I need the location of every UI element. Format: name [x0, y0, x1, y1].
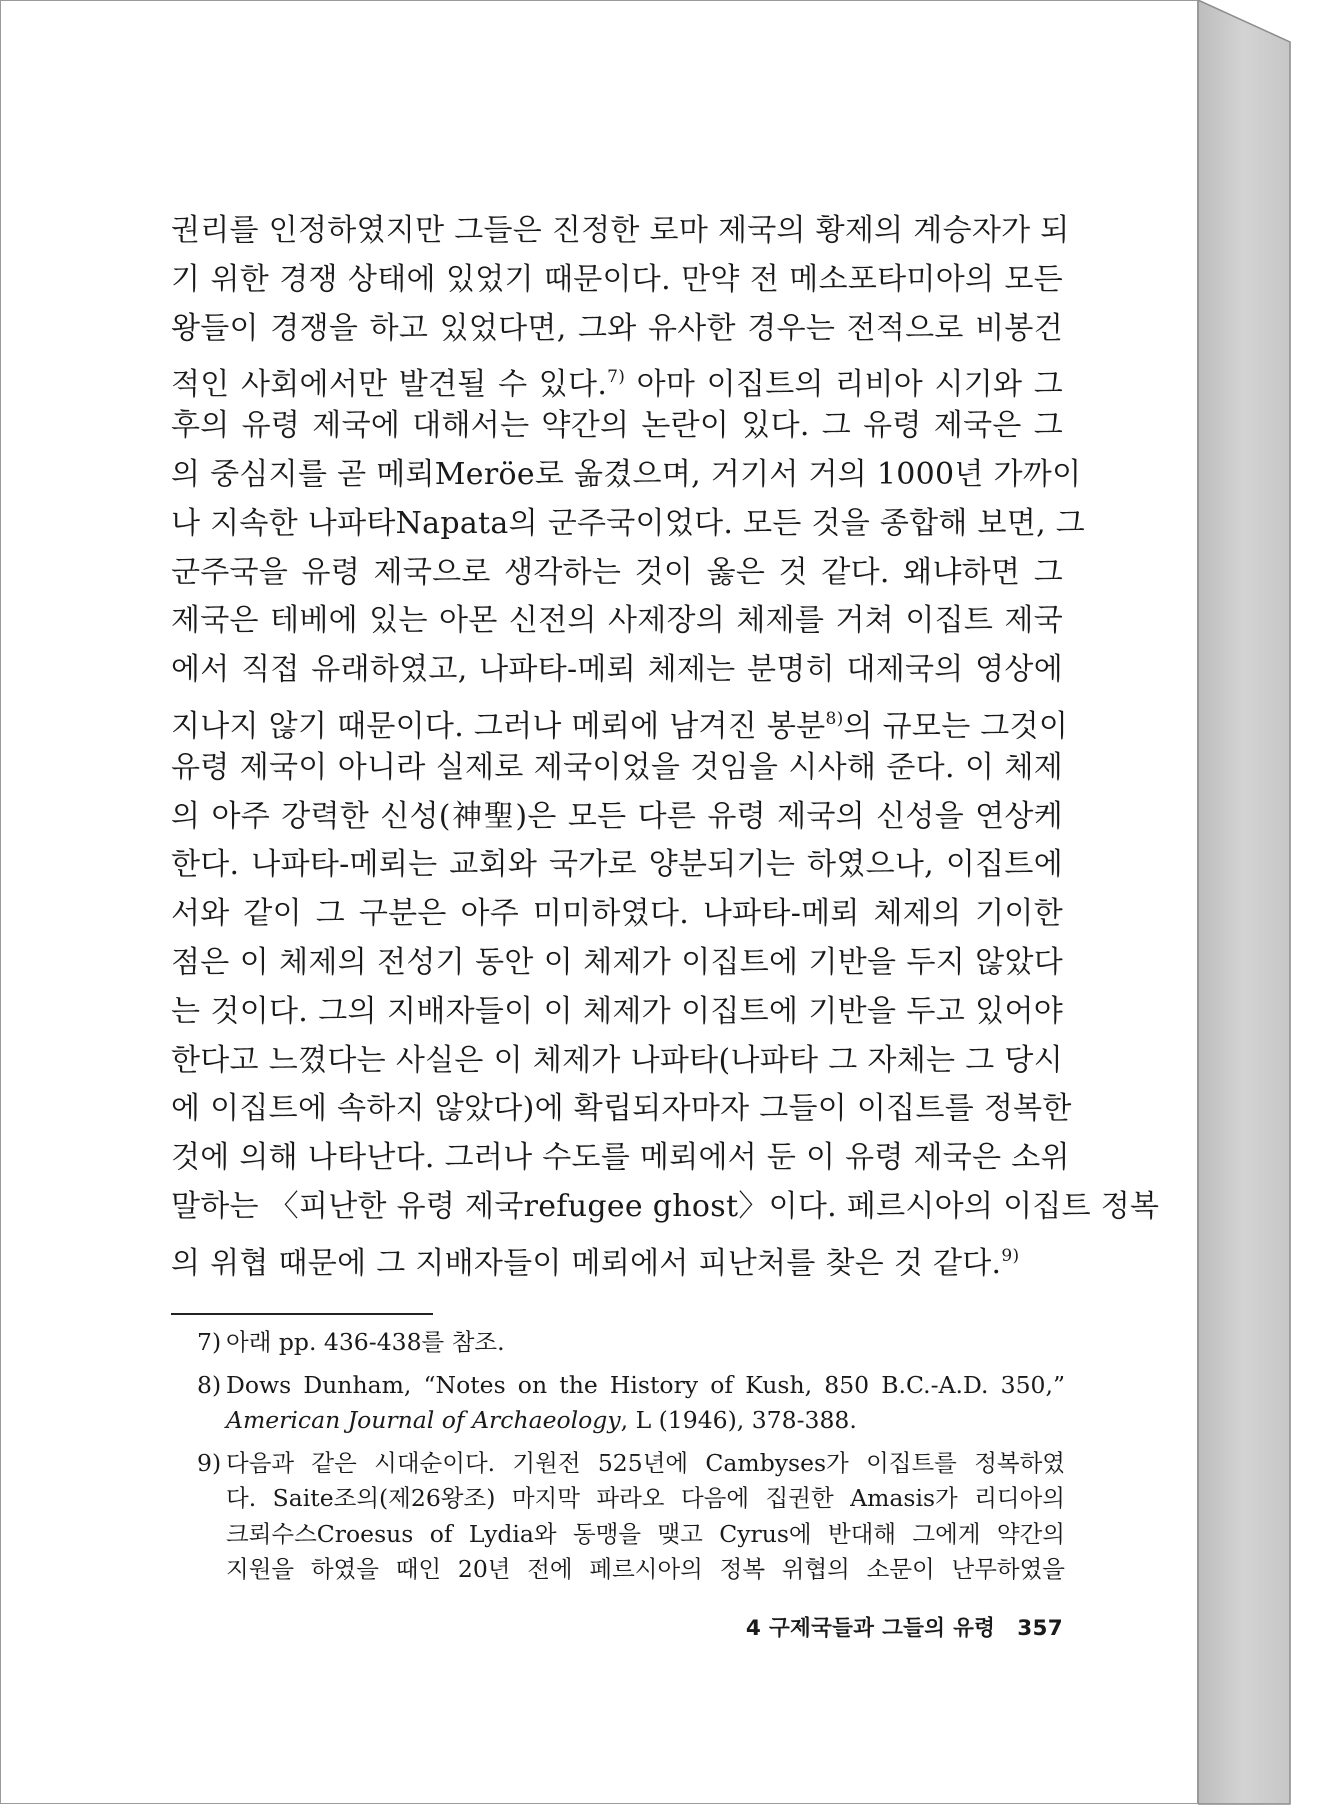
body-line — [171, 1232, 1063, 1281]
page-number: 357 — [1017, 1616, 1063, 1641]
body-line: 는 것이다. 그의 지배자들이 이 체제가 이집트에 기반을 두고 있어야 — [171, 993, 1063, 1029]
body-line: 에서 직접 유래하였고, 나파타-메뢰 체제는 분명히 대제국의 영상에 — [171, 652, 1063, 688]
body-line-segment: 지나지 않기 때문이다. 그러나 메뢰에 남겨진 봉분 — [171, 708, 826, 744]
body-line-segment: 아마 이집트의 리비아 시기와 그 — [625, 367, 1063, 403]
footnote-line: Dows Dunham, “Notes on the History of Kush, 850 B.C.-A.D. 350,” — [226, 1370, 1065, 1399]
footnote-9 — [197, 1446, 1065, 1588]
body-line: 한다. 나파타-메뢰는 교회와 국가로 양분되기는 하였으나, 이집트에 — [171, 847, 1063, 883]
body-line: 기 위한 경쟁 상태에 있었기 때문이다. 만약 전 메소포타미아의 모든 — [171, 261, 1063, 297]
body-line: 후의 유령 제국에 대해서는 약간의 논란이 있다. 그 유령 제국은 그 — [171, 408, 1063, 444]
body-text — [171, 207, 1160, 1281]
body-line: 나 지속한 나파타Napata의 군주국이었다. 모든 것을 종합해 보면, 그 — [171, 505, 1086, 541]
body-line-segment: 의 위협 때문에 그 지배자들이 메뢰에서 피난처를 찾은 것 같다. — [171, 1245, 1002, 1281]
footnote-8 — [197, 1368, 1065, 1439]
body-line: 점은 이 체제의 전성기 동안 이 체제가 이집트에 기반을 두지 않았다 — [171, 944, 1063, 980]
body-line-segment: 의 규모는 그것이 — [843, 708, 1069, 744]
footnote-number: 8) — [197, 1370, 222, 1399]
body-line-segment: 적인 사회에서만 발견될 수 있다. — [171, 367, 608, 403]
body-line — [171, 353, 1063, 402]
body-line: 한다고 느꼈다는 사실은 이 체제가 나파타(나파타 그 자체는 그 당시 — [171, 1042, 1063, 1078]
body-line: 군주국을 유령 제국으로 생각하는 것이 옳은 것 같다. 왜냐하면 그 — [171, 554, 1063, 590]
body-line: 의 중심지를 곧 메뢰Meröe로 옮겼으며, 거기서 거의 1000년 가까이 — [171, 456, 1082, 492]
chapter-title: 4 구제국들과 그들의 유령 — [745, 1616, 996, 1641]
body-line: 유령 제국이 아니라 실제로 제국이었을 것임을 시사해 준다. 이 체제 — [171, 749, 1063, 785]
footnote-line: 지원을 하였을 때인 20년 전에 페르시아의 정복 위협의 소문이 난무하였을 — [226, 1555, 1065, 1583]
book-spine-edge — [1198, 0, 1336, 1806]
footnote-ref-7: 7) — [607, 367, 626, 388]
footnote-line: 아래 pp. 436-438를 참조. — [226, 1328, 505, 1356]
body-line: 것에 의해 나타난다. 그러나 수도를 메뢰에서 둔 이 유령 제국은 소위 — [171, 1140, 1070, 1176]
footnote-number: 9) — [197, 1448, 222, 1477]
body-line: 에 이집트에 속하지 않았다)에 확립되자마자 그들이 이집트를 정복한 — [171, 1091, 1072, 1127]
footnote-line — [226, 1403, 1065, 1439]
running-footer — [706, 1611, 1063, 1642]
journal-title: American Journal of Archaeology — [226, 1406, 621, 1434]
footnotes — [197, 1325, 1065, 1595]
body-line: 의 아주 강력한 신성(神聖)은 모든 다른 유령 제국의 신성을 연상케 — [171, 798, 1063, 834]
footnote-line: 다. Saite조의(제26왕조) 마지막 파라오 다음에 집권한 Amasis가 리디아의 — [226, 1484, 1065, 1512]
body-line: 서와 같이 그 구분은 아주 미미하였다. 나파타-메뢰 체제의 기이한 — [171, 896, 1063, 932]
footnote-line: 크뢰수스Croesus of Lydia와 동맹을 맺고 Cyrus에 반대해 그에게 약간의 — [226, 1519, 1065, 1548]
footnote-ref-8: 8) — [825, 708, 844, 729]
footnote-number: 7) — [197, 1328, 222, 1356]
body-line: 권리를 인정하였지만 그들은 진정한 로마 제국의 황제의 계승자가 되 — [171, 213, 1070, 248]
footnote-line-segment: , L (1946), 378-388. — [620, 1406, 857, 1434]
body-line: 제국은 테베에 있는 아몬 신전의 사제장의 체제를 거쳐 이집트 제국 — [171, 603, 1063, 639]
footnote-ref-9: 9) — [1001, 1245, 1020, 1266]
footnote-line: 다음과 같은 시대순이다. 기원전 525년에 Cambyses가 이집트를 정복하였 — [226, 1448, 1065, 1477]
body-line — [171, 695, 1069, 744]
footnote-divider — [171, 1313, 433, 1315]
body-line: 말하는 〈피난한 유령 제국refugee ghost〉이다. 페르시아의 이집트 정복 — [171, 1188, 1160, 1224]
body-line: 왕들이 경쟁을 하고 있었다면, 그와 유사한 경우는 전적으로 비봉건 — [171, 310, 1063, 346]
footnote-7 — [197, 1325, 1065, 1361]
